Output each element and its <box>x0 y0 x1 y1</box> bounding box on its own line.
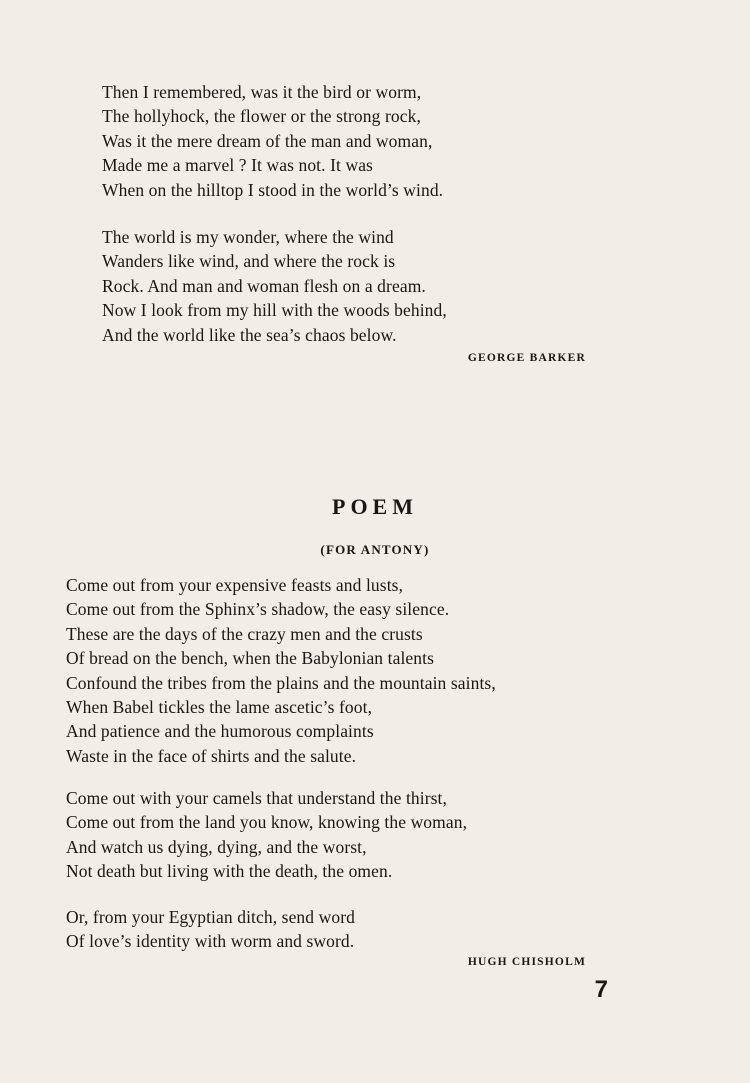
poem-line: Not death but living with the death, the omen. <box>66 861 393 882</box>
poem2-author: HUGH CHISHOLM <box>467 956 586 968</box>
poem-line: These are the days of the crazy men and the crusts <box>66 623 423 644</box>
poem2-title: POEM <box>332 494 418 519</box>
poem-line: Rock. And man and woman flesh on a dream. <box>102 275 426 296</box>
poem1-author: GEORGE BARKER <box>467 352 586 364</box>
poem-line: When Babel tickles the lame ascetic’s foot, <box>66 697 373 718</box>
poem-line: Come out from the Sphinx’s shadow, the easy silence. <box>66 599 450 620</box>
poem-line: The hollyhock, the flower or the strong rock, <box>102 106 421 127</box>
poem-line: Wanders like wind, and where the rock is <box>102 251 396 272</box>
poem-line: Made me a marvel ? It was not. It was <box>102 155 373 176</box>
poem-line: Then I remembered, was it the bird or worm, <box>102 82 422 102</box>
poem2-stanza-3 <box>66 905 355 954</box>
poem2-stanza-2 <box>66 786 467 884</box>
poem-line: Confound the tribes from the plains and the mountain saints, <box>66 672 496 693</box>
poem2-subtitle: (FOR ANTONY) <box>320 542 430 557</box>
poem-line: Come out with your camels that understand the thirst, <box>66 788 447 808</box>
poem-line: Come out from your expensive feasts and lusts, <box>66 575 404 595</box>
poem2-stanza-1 <box>66 573 496 768</box>
poem-line: And the world like the sea’s chaos below. <box>102 324 397 345</box>
poem-line: Was it the mere dream of the man and woman, <box>102 130 433 151</box>
poem-line: Of love’s identity with worm and sword. <box>66 931 355 952</box>
poem-line: When on the hilltop I stood in the world’s wind. <box>102 179 444 200</box>
poem-line: And watch us dying, dying, and the worst, <box>66 836 367 857</box>
poem-line: Of bread on the bench, when the Babylonian talents <box>66 648 435 669</box>
poem-line: Come out from the land you know, knowing the woman, <box>66 812 468 833</box>
poem1-stanza-1 <box>102 80 443 202</box>
poem-line: Or, from your Egyptian ditch, send word <box>66 907 355 927</box>
poem-line: Waste in the face of shirts and the salute. <box>66 745 357 766</box>
poem-line: The world is my wonder, where the wind <box>102 227 394 247</box>
poem-line: And patience and the humorous complaints <box>66 721 374 742</box>
page-number: 7 <box>594 976 608 1003</box>
poem-line: Now I look from my hill with the woods behind, <box>102 300 447 321</box>
poem1-stanza-2 <box>102 225 447 347</box>
